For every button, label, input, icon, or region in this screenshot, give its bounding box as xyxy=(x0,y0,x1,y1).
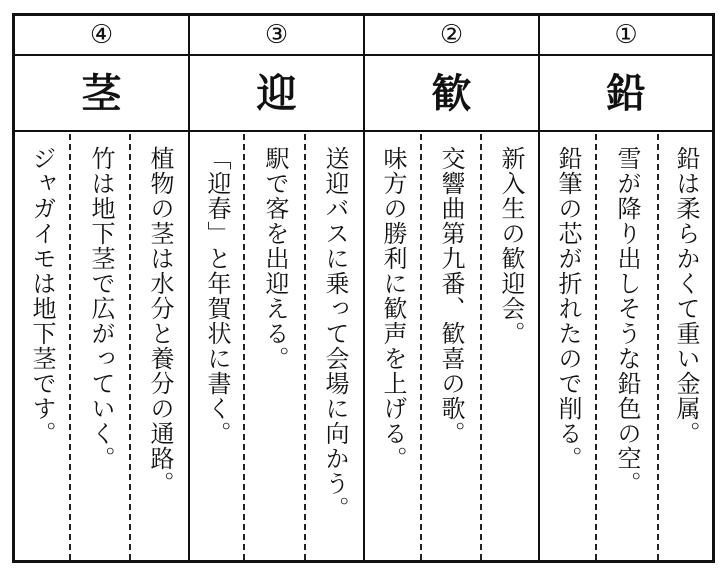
example-sentence: 鉛は柔らかくて重い金属。 xyxy=(672,146,700,446)
kanji-practice-sheet xyxy=(12,13,715,563)
sentence-divider xyxy=(69,134,71,560)
sentence-divider xyxy=(595,134,597,560)
example-sentence: 雪が降り出しそうな鉛色の空。 xyxy=(613,146,641,496)
header-divider xyxy=(15,54,712,56)
example-sentence: 味方の勝利に歓声を上げる。 xyxy=(379,146,407,471)
example-sentence: 送迎バスに乗って会場に向かう。 xyxy=(321,146,349,521)
column-number: ④ xyxy=(89,20,114,50)
example-sentence: 植物の茎は水分と養分の通路。 xyxy=(146,146,174,496)
sentence-divider xyxy=(129,134,131,560)
sentence-divider xyxy=(243,134,245,560)
sentence-divider xyxy=(420,134,422,560)
column-number: ① xyxy=(614,20,638,50)
sentence-divider xyxy=(657,134,659,560)
example-sentence: 鉛筆の芯が折れたので削る。 xyxy=(554,146,582,471)
kanji-character: 迎 xyxy=(256,71,297,117)
kanji-character: 鉛 xyxy=(606,71,646,117)
example-sentence: 「迎春」と年賀状に書く。 xyxy=(203,146,231,446)
sentence-divider xyxy=(304,134,306,560)
example-sentence: 交響曲第九番、歓喜の歌。 xyxy=(437,146,465,446)
example-sentence: ジャガイモは地下茎です。 xyxy=(28,146,56,446)
column-number: ② xyxy=(439,20,464,50)
kanji-divider xyxy=(15,130,712,132)
kanji-character: 歓 xyxy=(431,71,472,117)
example-sentence: 駅で客を出迎える。 xyxy=(261,146,289,371)
kanji-character: 茎 xyxy=(81,71,122,117)
column-number: ③ xyxy=(264,20,289,50)
example-sentence: 新入生の歓迎会。 xyxy=(497,146,525,346)
sentence-divider xyxy=(480,134,482,560)
example-sentence: 竹は地下茎で広がっていく。 xyxy=(87,146,115,471)
